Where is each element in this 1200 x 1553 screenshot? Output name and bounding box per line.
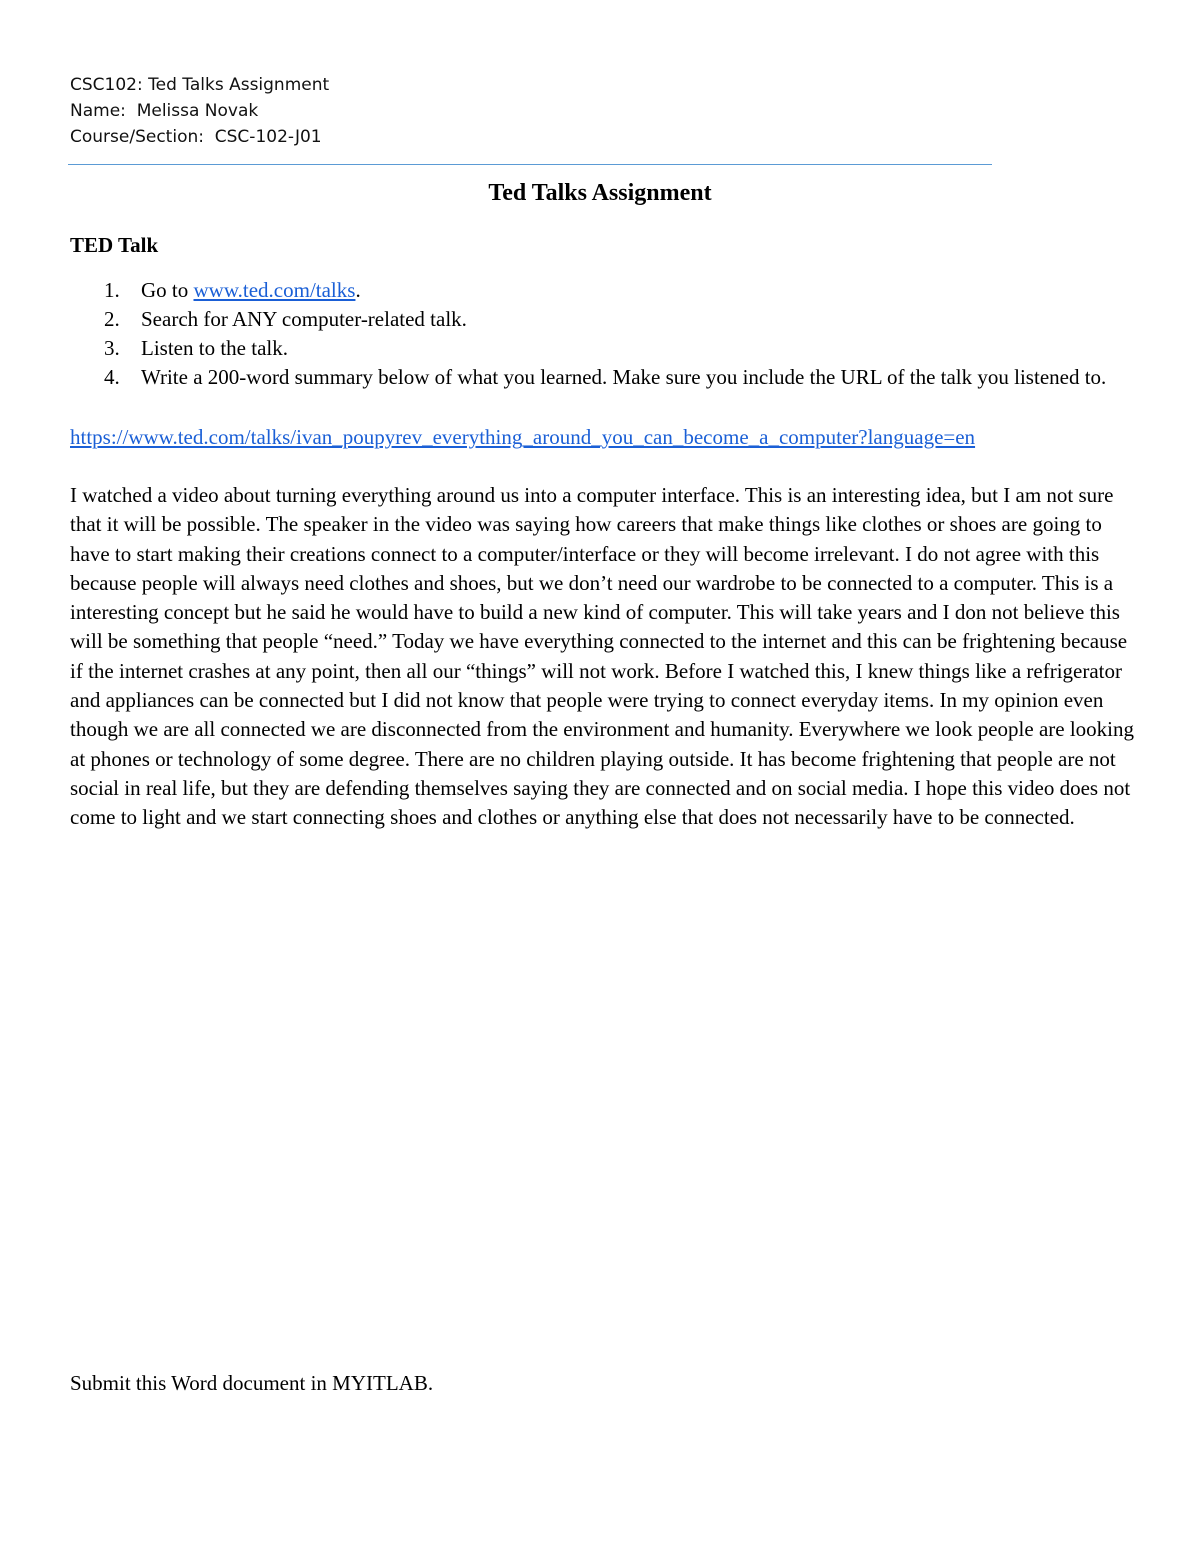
section-heading: TED Talk bbox=[70, 233, 159, 257]
list-number: 1. bbox=[104, 278, 120, 302]
step-text-suffix: . bbox=[355, 278, 361, 302]
list-item bbox=[70, 305, 1140, 334]
list-number: 4. bbox=[104, 365, 120, 389]
course-section: Course/Section: CSC-102-J01 bbox=[70, 127, 322, 147]
list-item bbox=[70, 276, 1140, 305]
list-number: 3. bbox=[104, 336, 120, 360]
summary-paragraph: I watched a video about turning everything around us into a computer interface. This is an interesting idea, but I am not sure that it will be possible. The speaker in the video was saying how careers that make things like clothes or shoes are going to have to start making their creations connect to a computer/interface or they will become irrelevant. I do not agree with this because people will always need clothes and shoes, but we don’t need our wardrobe to be connected to a computer. This is a interesting concept but he said he would have to build a new kind of computer. This will take years and I don not believe this will be something that people “need.” Today we have everything connected to the internet and this can be frightening because if the internet crashes at any point, then all our “things” will not work. Before I watched this, I knew things like a refrigerator and appliances can be connected but I did not know that people were trying to connect everyday items. In my opinion even though we are all connected we are disconnected from the environment and humanity. Everywhere we look people are looking at phones or technology of some degree. There are no children playing outside. It has become frightening that people are not social in real life, but they are defending themselves saying they are connected and on social media. I hope this video does not come to light and we start connecting shoes and clothes or anything else that does not necessarily have to be connected. bbox=[70, 483, 1134, 830]
student-name: Name: Melissa Novak bbox=[70, 101, 259, 121]
submission-note: Submit this Word document in MYITLAB. bbox=[70, 1371, 434, 1395]
header-divider bbox=[68, 164, 992, 165]
talk-url-link[interactable]: https://www.ted.com/talks/ivan_poupyrev_everything_around_you_can_become_a_computer?language=en bbox=[70, 425, 976, 449]
course-title: CSC102: Ted Talks Assignment bbox=[70, 75, 330, 95]
ted-talks-link[interactable]: www.ted.com/talks bbox=[193, 278, 356, 302]
document-header bbox=[70, 72, 329, 150]
step-text: Write a 200-word summary below of what you learned. Make sure you include the URL of the talk you listened to. bbox=[141, 365, 1107, 389]
list-item bbox=[70, 363, 1140, 392]
step-text: Listen to the talk. bbox=[141, 336, 288, 360]
page-title: Ted Talks Assignment bbox=[488, 180, 712, 206]
step-text: Search for ANY computer-related talk. bbox=[141, 307, 467, 331]
talk-url-line bbox=[70, 423, 975, 452]
list-number: 2. bbox=[104, 307, 120, 331]
list-item bbox=[70, 334, 1140, 363]
instruction-list bbox=[70, 276, 1140, 392]
step-text: Go to bbox=[141, 278, 194, 302]
